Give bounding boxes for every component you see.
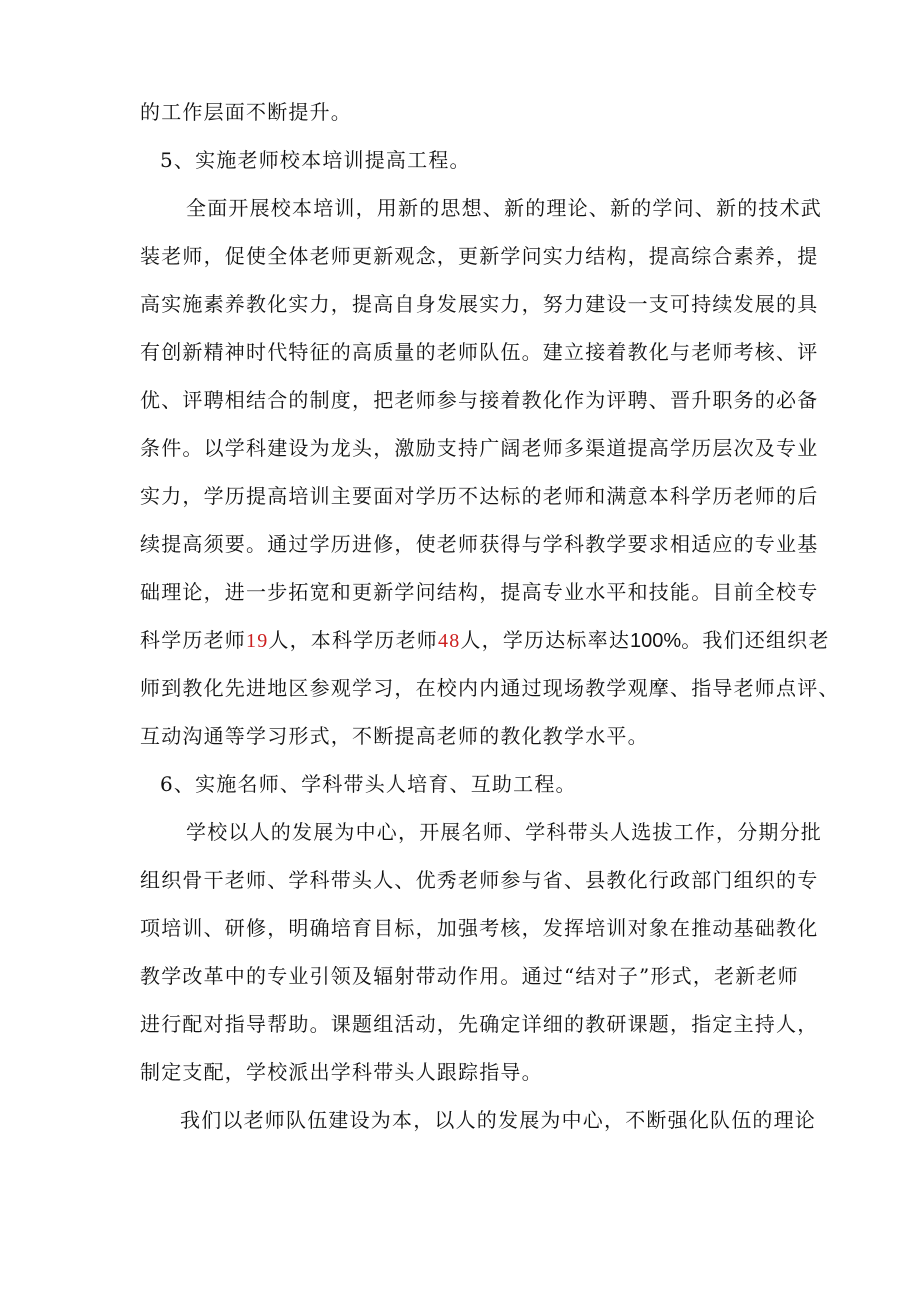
paragraph-line: 全面开展校本培训，用新的思想、新的理论、新的学问、新的技术武 bbox=[186, 196, 822, 220]
paragraph-line: 进行配对指导帮助。课题组活动，先确定详细的教研课题，指定主持人， bbox=[140, 1012, 819, 1036]
paragraph-line-stats bbox=[140, 628, 830, 653]
highlight-value-48: 48 bbox=[438, 630, 461, 652]
paragraph-line: 制定支配，学校派出学科带头人跟踪指导。 bbox=[140, 1060, 543, 1084]
stats-text: 科学历老师 bbox=[140, 628, 246, 652]
paragraph-line: 实力，学历提高培训主要面对学历不达标的老师和满意本科学历老师的后 bbox=[140, 484, 819, 508]
paragraph-line: 条件。以学科建设为龙头，激励支持广阔老师多渠道提高学历层次及专业 bbox=[140, 436, 819, 460]
paragraph-line: 装老师，促使全体老师更新观念，更新学问实力结构，提高综合素养，提 bbox=[140, 244, 819, 268]
stats-text: 人，本科学历老师 bbox=[268, 628, 439, 652]
highlight-value-19: 19 bbox=[246, 630, 269, 652]
paragraph-line: 续提高须要。通过学历进修，使老师获得与学科教学要求相适应的专业基 bbox=[140, 532, 819, 556]
paragraph-line: 师到教化先进地区参观学习，在校内内通过现场教学观摩、指导老师点评、 bbox=[140, 676, 840, 700]
paragraph-line: 组织骨干老师、学科带头人、优秀老师参与省、县教化行政部门组织的专 bbox=[140, 868, 819, 892]
text-line: 的工作层面不断提升。 bbox=[140, 100, 352, 124]
paragraph-line: 我们以老师队伍建设为本，以人的发展为中心，不断强化队伍的理论 bbox=[180, 1108, 816, 1132]
paragraph-line: 互动沟通等学习形式，不断提高老师的教化教学水平。 bbox=[140, 724, 649, 748]
paragraph-line: 优、评聘相结合的制度，把老师参与接着教化作为评聘、晋升职务的必备 bbox=[140, 388, 819, 412]
paragraph-line: 教学改革中的专业引领及辐射带动作用。通过“结对子”形式，老新老师 bbox=[140, 964, 799, 988]
paragraph-line: 有创新精神时代特征的高质量的老师队伍。建立接着教化与老师考核、评 bbox=[140, 340, 819, 364]
paragraph-line: 高实施素养教化实力，提高自身发展实力，努力建设一支可持续发展的具 bbox=[140, 292, 819, 316]
rate-value: 100% bbox=[630, 630, 682, 652]
section-heading-6: 6、实施名师、学科带头人培育、互助工程。 bbox=[160, 772, 577, 796]
section-heading-5: 5、实施老师校本培训提高工程。 bbox=[160, 148, 471, 172]
stats-text: 人，学历达标率达 bbox=[460, 628, 631, 652]
stats-text: 。我们还组织老 bbox=[681, 628, 830, 652]
paragraph-line: 础理论，进一步拓宽和更新学问结构，提高专业水平和技能。目前全校专 bbox=[140, 580, 819, 604]
paragraph-line: 学校以人的发展为中心，开展名师、学科带头人选拔工作，分期分批 bbox=[186, 820, 822, 844]
paragraph-line: 项培训、研修，明确培育目标，加强考核，发挥培训对象在推动基础教化 bbox=[140, 916, 819, 940]
